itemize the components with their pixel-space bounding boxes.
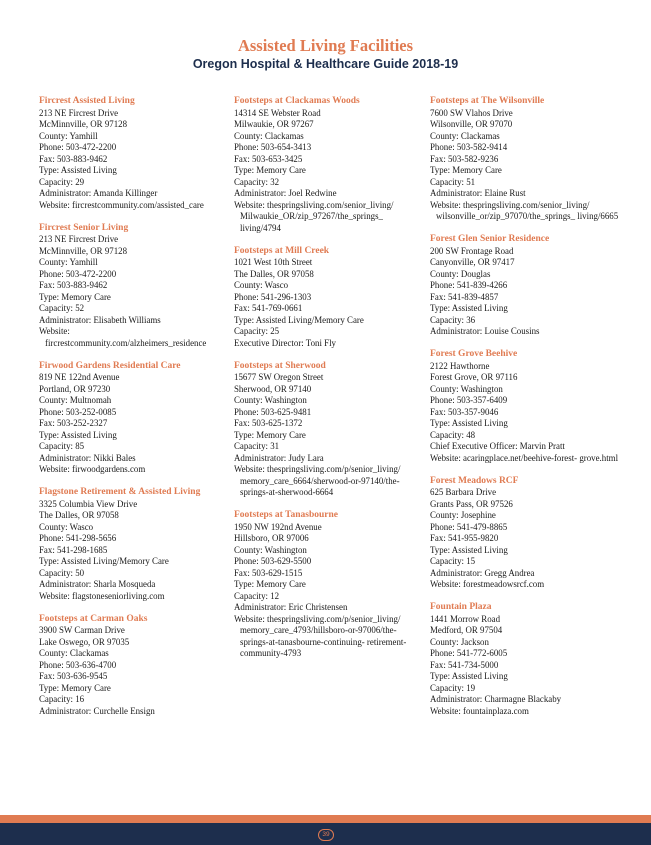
facility-detail: Wilsonville, OR 97070	[430, 119, 513, 129]
facility-detail: Capacity: 29	[39, 176, 85, 187]
facility-detail: McMinnville, OR 97128	[39, 119, 128, 129]
facility-detail: County: Clackamas	[39, 648, 109, 658]
facility-website: Website: fircrestcommunity.com/alzheimers_residence	[39, 326, 207, 348]
facility-detail: Fax: 541-769-0661	[234, 303, 303, 313]
facility-website: Website: thespringsliving.com/p/senior_living/ memory_care_4793/hillsboro-or-97006/the- springs-at-tanasbourne-continuing- retirement-community-4793	[234, 613, 407, 658]
facility-detail: Capacity: 85	[39, 441, 85, 451]
facility-detail: 14314 SE Webster Road	[234, 107, 321, 118]
facility-entry	[39, 96, 225, 211]
facility-detail: County: Josephine	[430, 510, 496, 520]
facility-detail: County: Clackamas	[234, 130, 304, 141]
facility-detail: Phone: 503-636-4700	[39, 659, 117, 670]
facility-detail: Type: Assisted Living	[39, 165, 117, 175]
facility-detail: Capacity: 19	[430, 682, 476, 693]
facility-detail: Fax: 503-636-9545	[39, 671, 108, 681]
footer-accent-stripe	[0, 815, 651, 823]
facility-detail: County: Washington	[234, 395, 307, 405]
facility-entry	[430, 476, 620, 591]
facility-detail: Capacity: 15	[430, 556, 476, 566]
facility-detail: Capacity: 51	[430, 176, 476, 187]
facility-detail: 15677 SW Oregon Street	[234, 372, 324, 382]
facility-detail: 819 NE 122nd Avenue	[39, 372, 120, 382]
facility-detail: Milwaukie, OR 97267	[234, 119, 314, 129]
facility-detail: Fax: 503-252-2327	[39, 418, 108, 428]
facility-detail: Administrator: Eric Christensen	[234, 602, 348, 612]
facility-detail: Type: Assisted Living	[430, 671, 508, 681]
facility-detail: Lake Oswego, OR 97035	[39, 636, 130, 647]
facility-detail: Fax: 503-625-1372	[234, 418, 303, 428]
facility-website: Website: forestmeadowsrcf.com	[430, 579, 545, 589]
facility-detail: County: Yamhill	[39, 130, 98, 141]
facility-detail: Administrator: Gregg Andrea	[430, 567, 535, 578]
facility-website: Website: thespringsliving.com/senior_living/ wilsonville_or/zip_97070/the_springs_ living/6665	[430, 199, 619, 221]
facility-detail: Type: Memory Care	[39, 291, 111, 302]
facility-detail: County: Douglas	[430, 268, 491, 279]
facility-detail: Fax: 503-357-9046	[430, 406, 499, 417]
facility-entry	[39, 223, 225, 350]
facility-detail: 2122 Hawthorne	[430, 360, 490, 371]
facility-detail: Capacity: 16	[39, 694, 85, 704]
facility-detail: McMinnville, OR 97128	[39, 245, 128, 256]
facility-detail: Grants Pass, OR 97526	[430, 498, 513, 509]
facility-entry	[234, 361, 424, 499]
facility-detail: Type: Assisted Living	[430, 303, 508, 313]
facility-detail: Fax: 503-883-9462	[39, 153, 108, 164]
facility-detail: County: Yamhill	[39, 257, 98, 267]
facility-detail: County: Jackson	[430, 636, 489, 647]
facility-entry	[234, 246, 424, 350]
facility-website: Website: fircrestcommunity.com/assisted_care	[39, 199, 204, 210]
facility-detail: Sherwood, OR 97140	[234, 383, 312, 394]
facility-detail: Phone: 541-298-5656	[39, 533, 117, 543]
facility-detail: Administrator: Louise Cousins	[430, 326, 540, 336]
facility-detail: Type: Assisted Living	[430, 418, 508, 428]
facility-detail: Phone: 503-629-5500	[234, 556, 312, 566]
facility-detail: Type: Memory Care	[234, 429, 306, 440]
facility-name: Flagstone Retirement & Assisted Living	[39, 487, 201, 497]
facility-detail: Fax: 503-883-9462	[39, 280, 108, 290]
facility-website: Website: acaringplace.net/beehive-forest- grove.html	[430, 452, 619, 463]
facility-detail: Administrator: Charmagne Blackaby	[430, 694, 562, 704]
facility-detail: County: Washington	[234, 544, 307, 555]
facility-detail: Capacity: 31	[234, 441, 280, 451]
facility-name: Forest Glen Senior Residence	[430, 234, 550, 244]
facility-detail: Canyonville, OR 97417	[430, 257, 515, 267]
facility-name: Fircrest Senior Living	[39, 222, 129, 233]
facility-website: Website: thespringsliving.com/p/senior_living/ memory_care_6664/sherwood-or-97140/the- springs-at-sherwood-6664	[234, 464, 401, 497]
facility-detail: Capacity: 52	[39, 303, 85, 313]
facility-detail: County: Wasco	[39, 521, 94, 532]
facility-detail: Phone: 503-252-0085	[39, 406, 117, 417]
facility-detail: Type: Assisted Living	[39, 429, 117, 440]
facility-detail: 1441 Morrow Road	[430, 613, 501, 624]
facility-detail: Phone: 541-479-8865	[430, 521, 508, 532]
facility-entry	[430, 602, 620, 717]
facility-name: Fountain Plaza	[430, 602, 492, 612]
facility-detail: Hillsboro, OR 97006	[234, 533, 309, 543]
facility-detail: Administrator: Judy Lara	[234, 452, 324, 463]
facility-detail: County: Multnomah	[39, 395, 112, 405]
facility-entry	[234, 510, 424, 660]
facility-entry	[430, 96, 620, 223]
facility-detail: Phone: 503-357-6409	[430, 395, 508, 405]
facility-detail: Fax: 541-839-4857	[430, 291, 499, 302]
facility-detail: Phone: 503-625-9481	[234, 406, 312, 417]
facility-name: Forest Grove Beehive	[430, 349, 518, 359]
facility-name: Footsteps at Sherwood	[234, 360, 326, 371]
facility-detail: 213 NE Fircrest Drive	[39, 107, 119, 118]
facility-detail: Phone: 503-654-3413	[234, 142, 312, 152]
facility-entry	[234, 96, 424, 234]
facility-detail: Administrator: Elaine Rust	[430, 188, 526, 198]
facility-detail: Type: Assisted Living	[430, 544, 508, 555]
facility-detail: County: Clackamas	[430, 130, 500, 141]
facility-detail: 213 NE Fircrest Drive	[39, 234, 119, 244]
facility-name: Footsteps at The Wilsonville	[430, 96, 545, 106]
facility-detail: Type: Memory Care	[234, 579, 306, 589]
facility-detail: Administrator: Amanda Killinger	[39, 188, 158, 198]
facility-name: Fircrest Assisted Living	[39, 96, 135, 106]
page-subtitle: Oregon Hospital & Healthcare Guide 2018-19	[192, 57, 459, 71]
facility-detail: 3900 SW Carman Drive	[39, 625, 125, 635]
facility-detail: Administrator: Elisabeth Williams	[39, 314, 161, 325]
facility-detail: Administrator: Sharla Mosqueda	[39, 579, 156, 589]
facility-name: Footsteps at Mill Creek	[234, 245, 330, 256]
facility-detail: Fax: 503-582-9236	[430, 153, 499, 164]
facility-detail: Medford, OR 97504	[430, 625, 503, 635]
facility-detail: Phone: 503-582-9414	[430, 142, 508, 152]
facility-name: Forest Meadows RCF	[430, 475, 519, 486]
facility-entry	[39, 614, 225, 718]
facility-detail: 1950 NW 192nd Avenue	[234, 521, 322, 532]
facility-entry	[430, 349, 620, 464]
facility-column-2	[234, 96, 424, 671]
facility-detail: Phone: 541-839-4266	[430, 280, 508, 290]
facility-detail: 7600 SW Vlahos Drive	[430, 107, 513, 118]
facility-detail: 625 Barbara Drive	[430, 487, 497, 497]
facility-detail: 200 SW Frontage Road	[430, 245, 514, 256]
facility-entry	[430, 234, 620, 338]
page-number: 39	[318, 829, 334, 841]
page-title: Assisted Living Facilities	[237, 36, 414, 55]
facility-detail: Type: Assisted Living/Memory Care	[39, 556, 169, 566]
facility-detail: Phone: 503-472-2200	[39, 268, 117, 279]
facility-detail: Type: Assisted Living/Memory Care	[234, 314, 364, 325]
facility-website: Website: thespringsliving.com/senior_living/ Milwaukie_OR/zip_97267/the_springs_ living/4794	[234, 199, 394, 233]
facility-detail: Capacity: 36	[430, 314, 476, 325]
facility-detail: Type: Memory Care	[430, 165, 502, 175]
facility-column-1	[39, 96, 225, 729]
facility-detail: The Dalles, OR 97058	[234, 268, 314, 279]
facility-detail: Chief Executive Officer: Marvin Pratt	[430, 441, 565, 451]
facility-detail: 3325 Columbia View Drive	[39, 498, 138, 509]
facility-detail: Fax: 503-653-3425	[234, 153, 303, 164]
facility-detail: Fax: 503-629-1515	[234, 567, 303, 578]
facility-entry	[39, 361, 225, 476]
facility-detail: Administrator: Nikki Bales	[39, 452, 136, 463]
facility-entry	[39, 487, 225, 602]
facility-detail: Fax: 541-955-9820	[430, 533, 499, 543]
facility-detail: Capacity: 12	[234, 590, 280, 601]
facility-detail: Administrator: Joel Redwine	[234, 188, 337, 198]
facility-detail: Type: Memory Care	[39, 682, 111, 693]
facility-detail: Administrator: Curchelle Ensign	[39, 705, 155, 716]
facility-detail: County: Wasco	[234, 280, 289, 290]
facility-detail: Capacity: 50	[39, 567, 85, 578]
facility-detail: Fax: 541-734-5000	[430, 659, 499, 670]
facility-detail: Capacity: 48	[430, 429, 476, 440]
facility-name: Footsteps at Carman Oaks	[39, 613, 148, 624]
facility-detail: Capacity: 32	[234, 176, 280, 187]
facility-detail: Phone: 541-296-1303	[234, 291, 312, 302]
facility-detail: Phone: 541-772-6005	[430, 648, 508, 658]
facility-column-3	[430, 96, 620, 729]
facility-detail: Capacity: 25	[234, 326, 280, 336]
facility-name: Footsteps at Clackamas Woods	[234, 96, 360, 106]
facility-detail: 1021 West 10th Street	[234, 257, 313, 267]
facility-detail: Type: Memory Care	[234, 165, 306, 175]
facility-detail: Executive Director: Toni Fly	[234, 337, 336, 348]
facility-detail: Phone: 503-472-2200	[39, 142, 117, 152]
facility-detail: County: Washington	[430, 383, 503, 394]
facility-detail: Fax: 541-298-1685	[39, 544, 108, 555]
facility-detail: Portland, OR 97230	[39, 383, 111, 394]
facility-detail: The Dalles, OR 97058	[39, 510, 119, 520]
facility-name: Footsteps at Tanasbourne	[234, 510, 338, 520]
facility-website: Website: fountainplaza.com	[430, 705, 529, 716]
facility-name: Firwood Gardens Residential Care	[39, 360, 181, 371]
facility-website: Website: flagstoneseniorliving.com	[39, 590, 165, 601]
facility-website: Website: firwoodgardens.com	[39, 464, 146, 474]
facility-detail: Forest Grove, OR 97116	[430, 372, 518, 382]
